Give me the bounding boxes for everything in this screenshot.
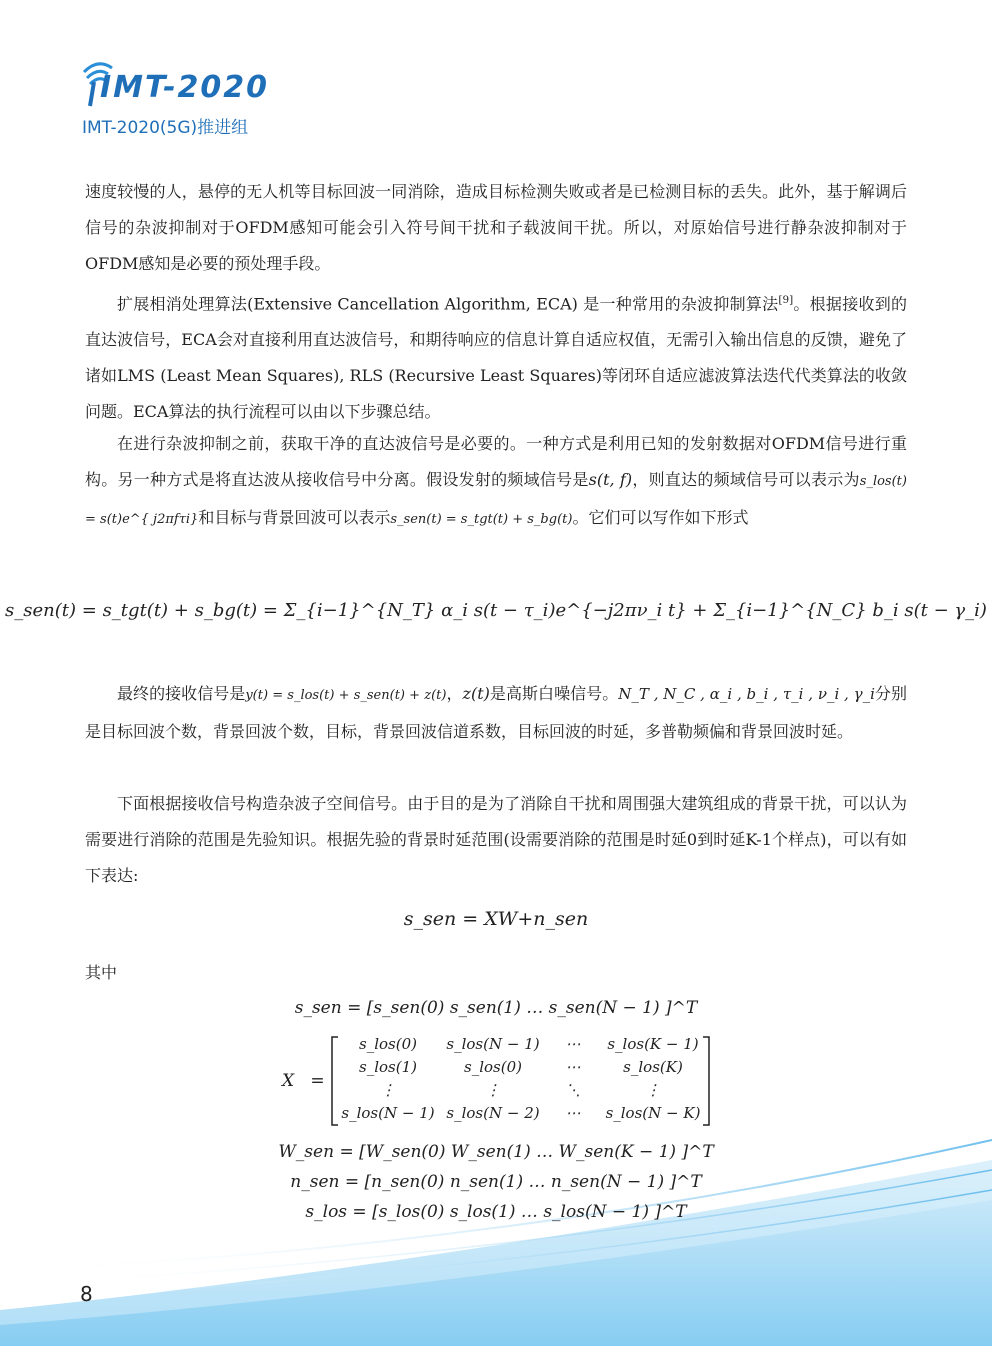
logo-text: IMT-2020 [100,70,270,105]
matrix-row [338,1081,712,1104]
matrix-cell: ⋱ [565,1081,581,1099]
paragraph-4-a: 最终的接收信号是 [117,684,246,703]
paragraph-2-rest: 。根据接收到的直达波信号，ECA会对直接利用直达波信号，和期待响应的信息计算自适应权值，无需引入输出信息的反馈，避免了诸如LMS (Least Mean Squares), RLS (Recursive Least Squares)等闭环自适应滤波算法迭代代类算法的收敛问题。ECA算法的执行流程可以由以下步骤总结。 [85,294,907,422]
paragraph-3-b: ，则直达的频域信号可以表示为 [632,470,860,489]
paragraph-2 [85,282,907,430]
matrix-cell: ⋯ [565,1035,581,1053]
symbol-s-los: s_los(t) = s(t)e^{ j2πfτi} [85,474,907,527]
matrix-label: X = [282,1071,325,1091]
matrix-cell: s_los(N − 2) [446,1104,540,1122]
paragraph-4-d: 分别是目标回波个数，背景回波个数，目标，背景回波信道系数，目标回波的时延，多普勒频偏和背景回波时延。 [85,684,907,741]
equation-6: s_los = [s_los(0) s_los(1) … s_los(N − 1) ]^T [305,1202,687,1222]
symbol-list: N_T , N_C , α_i , b_i , τ_i , ν_i , γ_i [618,685,875,703]
paragraph-6 [85,955,907,991]
paragraph-3-c: 和目标与背景回波可以表示 [198,508,391,527]
paragraph-1-text: 速度较慢的人，悬停的无人机等目标回波一同消除，造成目标检测失败或者是已检测目标的丢失。此外，基于解调后信号的杂波抑制对于OFDM感知可能会引入符号间干扰和子载波间干扰。所以，对原始信号进行静杂波抑制对于OFDM感知是必要的预处理手段。 [85,182,907,273]
equation-3: s_sen = [s_sen(0) s_sen(1) … s_sen(N − 1) ]^T [294,998,698,1018]
matrix-cell: s_los(1) [359,1058,417,1076]
matrix-row [338,1058,712,1081]
symbol-z-t: z(t) [462,684,490,703]
citation-ref: [9] [778,294,794,306]
matrix-cell: s_los(0) [359,1035,417,1053]
matrix-cell: s_los(0) [464,1058,522,1076]
page-number: 8 [80,1282,93,1306]
matrix-cell: s_los(N − K) [605,1104,701,1122]
paragraph-5-text: 下面根据接收信号构造杂波子空间信号。由于目的是为了消除自干扰和周围强大建筑组成的背景干扰，可以认为需要进行消除的范围是先验知识。根据先验的背景时延范围(设需要消除的范围是时延0到时延K-1个样点)，可以有如下表达: [85,794,907,885]
equation-2: s_sen = XW+n_sen [403,908,589,930]
matrix-cell: s_los(N − 1) [341,1104,435,1122]
symbol-y-t: y(t) = s_los(t) + s_sen(t) + z(t) [245,688,447,703]
equation-1: s_sen(t) = s_tgt(t) + s_bg(t) = Σ_{i−1}^{N_T} α_i s(t − τ_i)e^{−j2πν_i t} + Σ_{i−1}^{N_C} b_i s(t − γ_i) [5,600,987,621]
matrix-cell: ⋮ [485,1081,501,1099]
paragraph-5 [85,786,907,894]
matrix-cell: ⋮ [380,1081,396,1099]
matrix-row [338,1035,712,1058]
paragraph-4 [85,676,907,750]
paragraph-1 [85,174,907,282]
symbol-s-sen: s_sen(t) = s_tgt(t) + s_bg(t) [390,512,573,527]
equation-4: W_sen = [W_sen(0) W_sen(1) … W_sen(K − 1) ]^T [278,1142,714,1162]
matrix-cell: ⋯ [565,1104,581,1122]
matrix-cell: s_los(K) [623,1058,683,1076]
equation-5: n_sen = [n_sen(0) n_sen(1) … n_sen(N − 1) ]^T [290,1172,702,1192]
paragraph-3-a: 在进行杂波抑制之前，获取干净的直达波信号是必要的。一种方式是利用已知的发射数据对OFDM信号进行重构。另一种方式是将直达波从接收信号中分离。假设发射的频域信号是 [85,434,907,489]
paragraph-2-text: 扩展相消处理算法(Extensive Cancellation Algorithm, ECA) 是一种常用的杂波抑制算法 [117,294,779,314]
paragraph-3-d: 。它们可以写作如下形式 [572,508,749,527]
matrix-cell: s_los(N − 1) [446,1035,540,1053]
matrix-cell: ⋮ [645,1081,661,1099]
paragraph-6-text: 其中 [85,963,118,982]
paragraph-4-c: 是高斯白噪信号。 [489,684,619,703]
matrix-x [282,1035,722,1127]
paragraph-3 [85,426,907,538]
paragraph-4-b: ， [446,684,463,703]
matrix-cell: ⋯ [565,1058,581,1076]
symbol-s-t-f: s(t, f) [588,470,633,489]
matrix-body [338,1035,712,1127]
matrix-cell: s_los(K − 1) [607,1035,699,1053]
org-name: IMT-2020(5G)推进组 [82,118,249,138]
